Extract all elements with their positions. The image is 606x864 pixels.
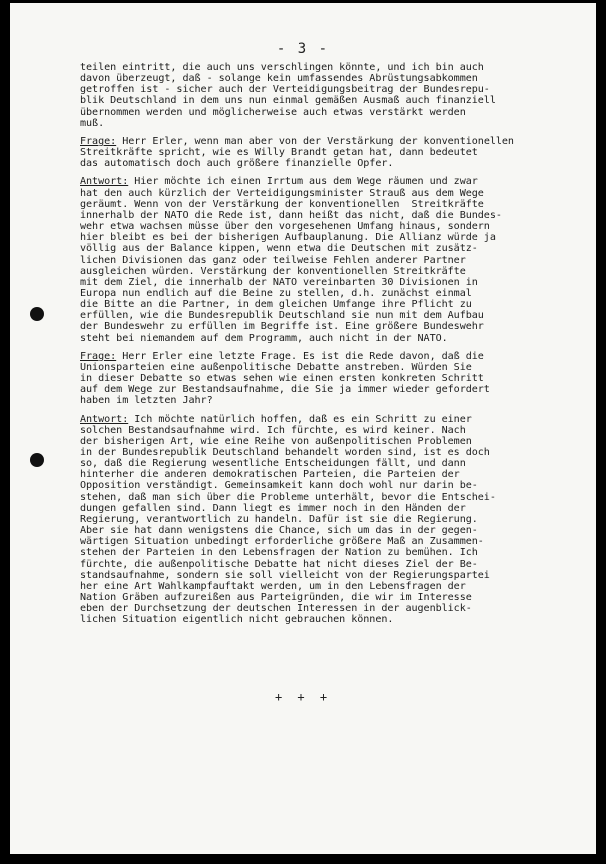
text-line: solchen Bestandsaufnahme wird. Ich fürchte, es wird keiner. Nach [80, 424, 466, 436]
closing-marks: + + + [274, 690, 332, 704]
text-line: muß. [80, 117, 105, 129]
text-line: ausgleichen würden. Verstärkung der konventionellen Streitkräfte [80, 265, 466, 277]
question-block [80, 136, 590, 169]
answer-block [80, 414, 590, 626]
question-label: Frage: [80, 135, 117, 147]
text-line: fürchte, die außenpolitische Debatte hat nicht dieses Ziel der Be- [80, 558, 478, 570]
text-line: steht bei niemandem auf dem Programm, auch nicht in der NATO. [80, 332, 448, 344]
text-line: hat den auch kürzlich der Verteidigungsminister Strauß aus dem Wege [80, 187, 484, 199]
text-line-content: Herr Erler eine letzte Frage. Es ist die Rede davon, daß die [116, 350, 484, 362]
text-line: her eine Art Wahlkampfauftakt werden, um in den Lebensfragen der [80, 580, 466, 592]
text-line: völlig aus der Balance kippen, wenn etwa die Deutschen mit zusätz- [80, 243, 478, 255]
text-line: geräumt. Wenn von der Verstärkung der konventionellen Streitkräfte [80, 198, 484, 210]
punch-hole-bottom [30, 453, 44, 467]
text-line: übernommen werden und möglicherweise auch etwas verstärkt werden [80, 106, 466, 118]
document-page [10, 3, 596, 854]
text-line: stehen der Parteien in den Lebensfragen der Nation zu bemühen. Ich [80, 547, 478, 559]
text-line: teilen eintritt, die auch uns verschlingen könnte, und ich bin auch [80, 62, 484, 73]
text-line-content: Ich möchte natürlich hoffen, daß es ein Schritt zu einer [128, 413, 472, 425]
text-line: Opposition verständigt. Gemeinsamkeit kann doch wohl nur darin be- [80, 480, 478, 492]
text-line: hinterher die anderen demokratischen Parteien, die Parteien der [80, 469, 460, 481]
answer-label: Antwort: [80, 413, 129, 425]
text-line [80, 136, 590, 147]
text-line: der Bundeswehr zu erfüllen im Begriffe ist. Eine größere Bundeswehr [80, 321, 484, 333]
text-line: innerhalb der NATO die Rede ist, dann heißt das nicht, daß die Bundes- [80, 209, 502, 221]
text-line: stehen, daß man sich über die Probleme unterhält, bevor die Entschei- [80, 491, 496, 503]
page-number: - 3 - [276, 41, 330, 57]
text-line: so, daß die Regierung wesentliche Entscheidungen fällt, und dann [80, 458, 466, 470]
question-block [80, 351, 590, 407]
text-line: haben im letzten Jahr? [80, 395, 213, 407]
text-line: auf dem Wege zur Bestandsaufnahme, die Sie ja immer wieder gefordert [80, 384, 490, 396]
answer-block [80, 176, 590, 343]
text-line: Europa nun endlich auf die Beine zu stellen, d.h. zunächst einmal [80, 287, 472, 299]
text-line: in dieser Debatte so etwas sehen wie einen ersten konkreten Schritt [80, 373, 484, 385]
text-line: standsaufnahme, sondern sie soll vielleicht von der Regierungspartei [80, 569, 490, 581]
text-line: das automatisch doch auch größere finanzielle Opfer. [80, 158, 394, 170]
text-line: in der Bundesrepublik Deutschland behandelt worden sind, ist es doch [80, 447, 490, 458]
paragraph-continuation [80, 62, 590, 129]
text-line: getroffen ist - sicher auch der Verteidigungsbeitrag der Bundesrepu- [80, 84, 490, 96]
text-line: mit dem Ziel, die innerhalb der NATO vereinbarten 30 Divisionen in [80, 276, 478, 288]
text-line: Nation Gräben aufzureißen aus Parteigründen, die wir im Interesse [80, 592, 472, 604]
text-line: erfüllen, wie die Bundesrepublik Deutschland sie nun mit dem Aufbau [80, 310, 484, 322]
text-line: Streitkräfte spricht, wie es Willy Brandt getan hat, dann bedeutet [80, 147, 478, 159]
question-label: Frage: [80, 350, 117, 362]
text-line: Unionsparteien eine außenpolitische Debatte anstreben. Würden Sie [80, 361, 472, 373]
text-line [80, 351, 590, 362]
text-line: blik Deutschland in dem uns nun einmal gemäßen Ausmaß auch finanziell [80, 95, 496, 107]
text-line-content: Hier möchte ich einen Irrtum aus dem Wege räumen und zwar [128, 176, 478, 188]
text-line: lichen Situation eigentlich nicht gebrauchen können. [80, 614, 394, 626]
text-line: hier bleibt es bei der bisherigen Aufbauplanung. Die Allianz würde ja [80, 232, 496, 244]
text-line: Aber sie hat dann wenigstens die Chance, sich um das in der gegen- [80, 525, 478, 537]
text-line: wehr etwa wachsen müsse über den vorgesehenen Umfang hinaus, sondern [80, 221, 490, 233]
punch-hole-top [30, 307, 44, 321]
answer-label: Antwort: [80, 176, 129, 188]
text-line [80, 414, 590, 425]
text-line: dungen gefallen sind. Dann liegt es immer noch in den Händen der [80, 502, 466, 514]
text-line: lichen Divisionen das ganz oder teilweise Fehlen anderer Partner [80, 254, 466, 266]
text-line: die Bitte an die Partner, in dem gleichen Umfange ihre Pflicht zu [80, 299, 472, 311]
text-line [80, 176, 590, 187]
text-line: wärtigen Situation unbedingt erforderliche größere Maß an Zusammen- [80, 536, 484, 548]
text-line: der bisherigen Art, wie eine Reihe von außenpolitischen Problemen [80, 435, 472, 447]
text-line: eben der Durchsetzung der deutschen Interessen in der augenblick- [80, 603, 472, 615]
text-line: davon überzeugt, daß - solange kein umfassendes Abrüstungsabkommen [80, 73, 478, 85]
text-line-content: Herr Erler, wenn man aber von der Verstärkung der konventionellen [116, 135, 514, 147]
text-line: Regierung, verantwortlich zu handeln. Dafür ist sie die Regierung. [80, 513, 478, 525]
document-body [80, 62, 590, 633]
